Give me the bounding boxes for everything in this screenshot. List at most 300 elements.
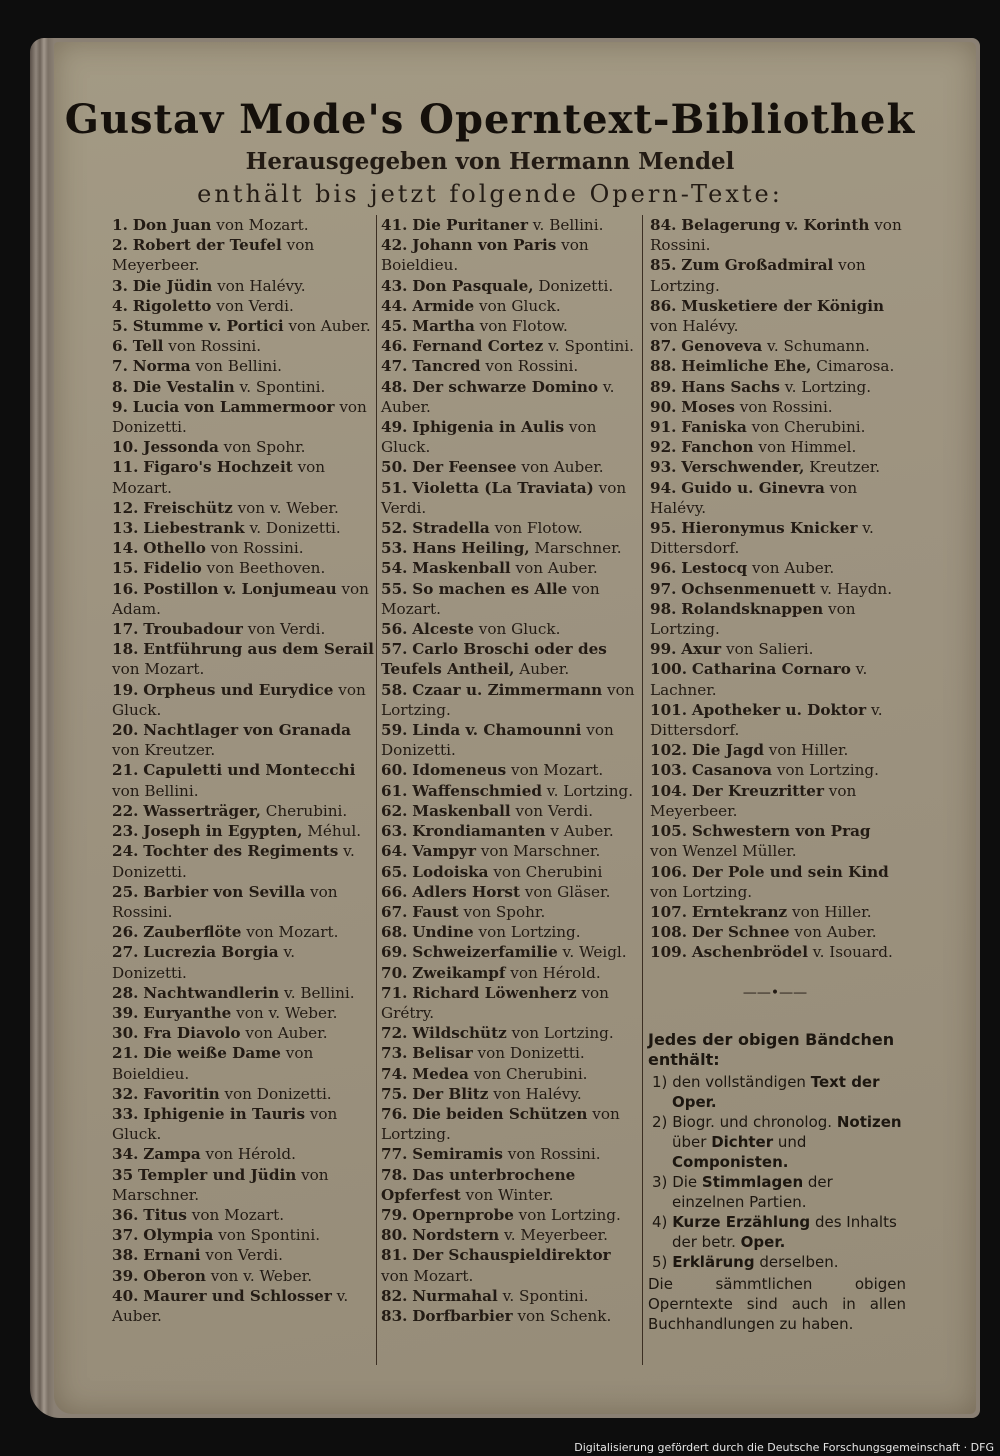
- opera-title: Axur: [681, 640, 722, 659]
- entry-number: 109.: [650, 943, 687, 962]
- composer: von Halévy.: [488, 1084, 582, 1103]
- opera-title: Lucrezia Borgia: [143, 943, 279, 962]
- composer: von Rossini.: [112, 882, 338, 921]
- opera-title: Waffenschmied: [412, 781, 542, 800]
- ornament-divider: ——•——: [742, 985, 808, 1001]
- entry-number: 11.: [112, 458, 139, 477]
- opera-entry: [650, 700, 902, 740]
- composer: von Schenk.: [512, 1306, 612, 1325]
- opera-entry: [112, 457, 374, 497]
- opera-title: Casanova: [691, 761, 772, 780]
- opera-entry: [381, 1064, 637, 1084]
- composer: v. Weigl.: [557, 943, 627, 962]
- entry-number: 45.: [381, 317, 408, 336]
- entry-number: 70.: [381, 963, 408, 982]
- opera-entry: [381, 1225, 637, 1245]
- opera-title: Zum Großadmiral: [681, 256, 834, 275]
- opera-entry: [381, 235, 637, 275]
- entry-number: 68.: [381, 923, 408, 942]
- entry-number: 36.: [112, 1205, 139, 1224]
- composer: von Mozart.: [211, 216, 309, 234]
- opera-title: Belisar: [412, 1044, 473, 1063]
- entry-number: 106.: [650, 862, 687, 881]
- entry-number: 108.: [650, 923, 687, 942]
- opera-entry: [650, 639, 902, 659]
- opera-entry: [112, 356, 374, 376]
- opera-title: Moses: [681, 397, 735, 416]
- opera-title: Dorfbarbier: [412, 1306, 513, 1325]
- item-number: 3): [652, 1173, 668, 1191]
- opera-entry: [381, 680, 637, 720]
- composer: von Kreutzer.: [112, 741, 216, 760]
- opera-entry: [381, 882, 637, 902]
- composer: von Spohr.: [218, 438, 306, 457]
- entry-number: 33.: [112, 1104, 139, 1123]
- opera-title: Barbier von Sevilla: [143, 882, 306, 901]
- entry-number: 24.: [112, 842, 139, 861]
- composer: Kreutzer.: [804, 458, 881, 477]
- opera-title: Fanchon: [681, 438, 754, 457]
- entry-number: 78.: [381, 1165, 408, 1184]
- entry-number: 53.: [381, 539, 408, 558]
- opera-title: Ernani: [143, 1246, 201, 1265]
- entry-number: 100.: [650, 660, 687, 679]
- composer: Cimarosa.: [811, 357, 895, 376]
- contents-notice: [648, 1030, 906, 1334]
- opera-title: Lucia von Lammermoor: [132, 397, 335, 416]
- composer: Méhul.: [302, 822, 362, 841]
- entry-number: 96.: [650, 559, 677, 578]
- column-divider: [642, 215, 643, 1365]
- composer: von Marschner.: [112, 1165, 329, 1204]
- entry-number: 71.: [381, 983, 408, 1002]
- opera-entry: [112, 1023, 374, 1043]
- composer: v. Isouard.: [807, 943, 893, 962]
- composer: von Hérold.: [505, 963, 601, 982]
- opera-title: Postillon v. Lonjumeau: [143, 579, 337, 598]
- composer: von Auber.: [510, 559, 598, 578]
- composer: v. Dittersdorf.: [650, 519, 874, 558]
- opera-title: Don Pasquale,: [412, 276, 534, 295]
- composer: von Gluck.: [381, 418, 597, 457]
- composer: von Boieldieu.: [112, 1044, 314, 1083]
- opera-entry: [650, 255, 902, 295]
- opera-entry: [112, 1043, 374, 1083]
- item-text: Text der Oper.: [672, 1073, 880, 1111]
- opera-title: Orpheus und Eurydice: [143, 680, 334, 699]
- entry-number: 105.: [650, 822, 687, 841]
- opera-entry: [650, 760, 902, 780]
- opera-entry: [381, 417, 637, 457]
- opera-title: Othello: [143, 539, 206, 558]
- opera-entry: [650, 599, 902, 639]
- entry-number: 48.: [381, 377, 408, 396]
- opera-title: Stumme v. Portici: [132, 317, 284, 336]
- item-number: 5): [652, 1253, 668, 1271]
- opera-entry: [381, 1205, 637, 1225]
- opera-title: Violetta (La Traviata): [412, 478, 594, 497]
- composer: von Halévy.: [212, 276, 306, 295]
- composer: von Auber.: [283, 317, 371, 336]
- opera-entry: [112, 1104, 374, 1144]
- opera-title: Freischütz: [143, 498, 233, 517]
- opera-title: Capuletti und Montecchi: [143, 761, 356, 780]
- item-text: Componisten.: [672, 1153, 789, 1171]
- composer: v. Lortzing.: [541, 781, 634, 800]
- opera-title: Entführung aus dem Serail: [143, 640, 374, 659]
- opera-entry: [650, 942, 902, 962]
- entry-number: 13.: [112, 519, 139, 538]
- composer: v. Lortzing.: [779, 377, 872, 396]
- entry-number: 104.: [650, 781, 687, 800]
- opera-entry: [112, 518, 374, 538]
- opera-title: Die Jagd: [691, 741, 764, 760]
- opera-title: Nurmahal: [412, 1286, 498, 1305]
- opera-title: Nordstern: [412, 1226, 500, 1245]
- composer: von Mozart.: [112, 458, 326, 497]
- entry-number: 85.: [650, 256, 677, 275]
- opera-title: Faust: [412, 902, 459, 921]
- opera-title: Erntekranz: [691, 902, 788, 921]
- composer: v. Auber.: [381, 377, 615, 416]
- opera-entry: [381, 1144, 637, 1164]
- composer: von Verdi.: [200, 1246, 283, 1265]
- entry-number: 17.: [112, 620, 139, 639]
- opera-entry: [381, 1245, 637, 1285]
- entry-number: 64.: [381, 842, 408, 861]
- entry-number: 57.: [381, 640, 408, 659]
- opera-title: Idomeneus: [412, 761, 507, 780]
- opera-entry: [381, 1306, 637, 1326]
- entry-number: 18.: [112, 640, 139, 659]
- opera-title: Die Jüdin: [132, 276, 213, 295]
- item-text: über: [672, 1133, 712, 1151]
- composer: von Mozart.: [506, 761, 604, 780]
- composer: von Lortzing.: [506, 1024, 614, 1043]
- opera-title: Rolandsknappen: [681, 599, 824, 618]
- opera-title: Krondiamanten: [412, 822, 546, 841]
- composer: von Gluck.: [473, 620, 561, 639]
- opera-entry: [650, 579, 902, 599]
- opera-entry: [381, 296, 637, 316]
- composer: von Cherubini.: [468, 1064, 588, 1083]
- entry-number: 98.: [650, 599, 677, 618]
- opera-entry: [650, 215, 902, 255]
- opera-title: Apotheker u. Doktor: [691, 700, 867, 719]
- opera-title: Linda v. Chamounni: [412, 721, 582, 740]
- entry-number: 27.: [112, 943, 139, 962]
- opera-entry: [112, 336, 374, 356]
- entry-number: 76.: [381, 1104, 408, 1123]
- opera-entry: [112, 538, 374, 558]
- opera-title: Opernprobe: [412, 1205, 514, 1224]
- composer: von Lortzing.: [772, 761, 879, 780]
- composer: von Boieldieu.: [381, 236, 589, 275]
- composer: von Auber.: [789, 923, 877, 942]
- entry-number: 83.: [381, 1306, 408, 1325]
- entry-number: 43.: [381, 276, 408, 295]
- opera-title: Vampyr: [412, 842, 477, 861]
- opera-entry: [650, 922, 902, 942]
- opera-title: Favoritin: [143, 1084, 220, 1103]
- opera-title: Tochter des Regiments: [143, 842, 339, 861]
- composer: von Bellini.: [190, 357, 282, 376]
- composer: von Salieri.: [721, 640, 814, 659]
- item-text: des Inhalts der betr.: [672, 1213, 897, 1251]
- entry-number: 99.: [650, 640, 677, 659]
- entry-number: 51.: [381, 478, 408, 497]
- opera-entry: [112, 983, 374, 1003]
- composer: von Gläser.: [520, 882, 611, 901]
- opera-entry: [381, 760, 637, 780]
- composer: von Donizetti.: [219, 1084, 332, 1103]
- composer: von Cherubini.: [746, 418, 866, 437]
- contents-heading: Jedes der obigen Bändchen enthält:: [648, 1030, 895, 1069]
- opera-entry: [381, 639, 637, 679]
- opera-title: Johann von Paris: [412, 236, 557, 255]
- page-title: Gustav Mode's Operntext-Bibliothek: [64, 96, 916, 143]
- composer: Donizetti.: [533, 276, 614, 295]
- opera-entry: [381, 215, 637, 235]
- opera-title: Liebestrank: [143, 519, 245, 538]
- entry-number: 58.: [381, 680, 408, 699]
- entry-number: 38.: [112, 1246, 139, 1265]
- opera-title: Schweizerfamilie: [412, 943, 558, 962]
- opera-title: Olympia: [143, 1226, 214, 1245]
- composer: Auber.: [514, 660, 570, 679]
- opera-title: Oberon: [143, 1266, 206, 1285]
- opera-entry: [112, 1245, 374, 1265]
- opera-title: Lestocq: [681, 559, 748, 578]
- opera-entry: [381, 478, 637, 518]
- entry-number: 61.: [381, 781, 408, 800]
- composer: von v. Weber.: [205, 1266, 313, 1285]
- entry-number: 66.: [381, 882, 408, 901]
- composer: von Lortzing.: [513, 1205, 621, 1224]
- composer: von Mozart.: [112, 660, 205, 679]
- opera-title: Semiramis: [412, 1145, 503, 1164]
- opera-title: Der Pole und sein Kind: [691, 862, 889, 881]
- entry-number: 60.: [381, 761, 408, 780]
- item-text: derselben.: [754, 1253, 839, 1271]
- opera-entry: [381, 841, 637, 861]
- opera-title: Richard Löwenherz: [412, 983, 577, 1002]
- item-number: 2): [652, 1113, 668, 1131]
- composer: von Rossini.: [205, 539, 304, 558]
- opera-entry: [650, 336, 902, 356]
- opera-entry: [112, 235, 374, 275]
- composer: von Mozart.: [186, 1205, 285, 1224]
- column-divider: [376, 215, 377, 1365]
- entry-number: 25.: [112, 882, 139, 901]
- entry-number: 39.: [112, 1003, 139, 1022]
- entry-number: 86.: [650, 296, 677, 315]
- opera-entry: [112, 942, 374, 982]
- entry-number: 54.: [381, 559, 408, 578]
- opera-entry: [381, 922, 637, 942]
- composer: v. Donizetti.: [112, 943, 296, 982]
- entry-number: 88.: [650, 357, 677, 376]
- composer: von Lortzing.: [473, 923, 581, 942]
- composer: von Gluck.: [112, 1104, 338, 1144]
- opera-title: Iphigenia in Aulis: [412, 418, 565, 437]
- opera-title: Die weiße Dame: [143, 1044, 281, 1063]
- composer: von Hérold.: [200, 1145, 296, 1164]
- opera-title: Armide: [412, 296, 475, 315]
- opera-entry: [650, 902, 902, 922]
- opera-title: Der schwarze Domino: [412, 377, 599, 396]
- entry-number: 14.: [112, 539, 139, 558]
- item-text: Dichter: [711, 1133, 774, 1151]
- opera-entry: [112, 922, 374, 942]
- composer: von Beethoven.: [201, 559, 326, 578]
- composer: von Lortzing.: [650, 599, 856, 639]
- composer: von Donizetti.: [472, 1044, 585, 1063]
- entry-number: 73.: [381, 1044, 408, 1063]
- opera-entry: [381, 1165, 637, 1205]
- opera-title: Troubadour: [143, 620, 243, 639]
- composer: v. Spontini.: [234, 377, 326, 396]
- entry-number: 37.: [112, 1226, 139, 1245]
- entry-number: 28.: [112, 983, 139, 1002]
- opera-entry: [112, 377, 374, 397]
- entry-number: 69.: [381, 943, 408, 962]
- opera-entry: [112, 276, 374, 296]
- opera-title: Lodoiska: [412, 862, 489, 881]
- opera-entry: [112, 558, 374, 578]
- composer: Cherubini.: [260, 801, 348, 820]
- composer: von Lortzing.: [381, 1104, 620, 1144]
- opera-entry: [650, 781, 902, 821]
- opera-title: Hans Heiling,: [412, 539, 530, 558]
- item-text: Notizen: [836, 1113, 902, 1131]
- entry-number: 15.: [112, 559, 139, 578]
- opera-title: Der Kreuzritter: [691, 781, 824, 800]
- item-text: Kurze Erzählung: [672, 1213, 811, 1231]
- entry-number: 97.: [650, 579, 677, 598]
- opera-entry: [112, 498, 374, 518]
- opera-entry: [650, 437, 902, 457]
- composer: von Verdi.: [510, 801, 594, 820]
- opera-title: Figaro's Hochzeit: [143, 458, 293, 477]
- entry-number: 72.: [381, 1024, 408, 1043]
- opera-entry: [112, 760, 374, 800]
- opera-title: Fernand Cortez: [412, 337, 544, 356]
- entry-number: 8.: [112, 377, 128, 396]
- composer: von Gluck.: [112, 680, 366, 719]
- entry-number: 80.: [381, 1226, 408, 1245]
- composer: von Lortzing.: [650, 256, 866, 295]
- opera-title: Medea: [412, 1064, 469, 1083]
- opera-entry: [381, 1286, 637, 1306]
- opera-entry: [112, 1225, 374, 1245]
- opera-title: Hieronymus Knicker: [681, 519, 858, 538]
- entry-number: 20.: [112, 721, 139, 740]
- contents-item: [648, 1172, 906, 1212]
- composer: von Verdi.: [211, 296, 294, 315]
- opera-entry: [381, 579, 637, 619]
- entry-number: 52.: [381, 519, 408, 538]
- opera-entry: [381, 336, 637, 356]
- opera-entry: [112, 579, 374, 619]
- opera-title: Wasserträger,: [143, 801, 261, 820]
- opera-title: Maurer und Schlosser: [143, 1286, 332, 1305]
- opera-title: Genoveva: [681, 337, 763, 356]
- opera-entry: [650, 457, 902, 477]
- contents-item: [648, 1212, 906, 1252]
- contents-item: [648, 1252, 906, 1272]
- opera-title: Die beiden Schützen: [412, 1104, 588, 1123]
- entry-number: 55.: [381, 579, 408, 598]
- opera-title: Zweikampf: [412, 963, 506, 982]
- opera-title: Das unterbrochene Opferfest: [381, 1165, 576, 1204]
- opera-entry: [112, 316, 374, 336]
- editor-line: Herausgegeben von Hermann Mendel: [245, 148, 735, 175]
- opera-entry: [650, 821, 902, 861]
- composer: von Flotow.: [474, 317, 568, 336]
- composer: von Donizetti.: [112, 397, 367, 437]
- composer: von Auber.: [240, 1024, 328, 1043]
- entry-number: 59.: [381, 721, 408, 740]
- opera-entry: [381, 781, 637, 801]
- entry-number: 77.: [381, 1145, 408, 1164]
- opera-title: Schwestern von Prag: [691, 822, 871, 841]
- opera-title: Undine: [412, 923, 474, 942]
- composer: von Cherubini: [488, 862, 603, 881]
- entry-number: 7.: [112, 357, 128, 376]
- entry-number: 40.: [112, 1286, 139, 1305]
- opera-title: Nachtwandlerin: [143, 983, 280, 1002]
- entry-number: 65.: [381, 862, 408, 881]
- opera-title: Alceste: [412, 620, 474, 639]
- item-text: Oper.: [740, 1233, 786, 1251]
- composer: von v. Weber.: [231, 1003, 338, 1022]
- opera-title: Norma: [132, 357, 191, 376]
- entry-number: 90.: [650, 397, 677, 416]
- contents-item: [648, 1112, 906, 1172]
- contents-items: [648, 1072, 906, 1272]
- opera-title: Stradella: [412, 519, 490, 538]
- entry-number: 81.: [381, 1246, 408, 1265]
- item-text: den vollständigen: [672, 1073, 811, 1091]
- opera-entry: [381, 902, 637, 922]
- opera-title: Guido u. Ginevra: [681, 478, 825, 497]
- composer: von Grétry.: [381, 983, 609, 1022]
- composer: v. Bellini.: [279, 983, 355, 1002]
- opera-title: Heimliche Ehe,: [681, 357, 812, 376]
- entry-number: 41.: [381, 216, 408, 234]
- entry-number: 56.: [381, 620, 408, 639]
- entry-number: 101.: [650, 700, 687, 719]
- entry-number: 5.: [112, 317, 128, 336]
- entry-number: 1.: [112, 216, 128, 234]
- composer: von Hiller.: [763, 741, 849, 760]
- opera-entry: [381, 942, 637, 962]
- composer: von Flotow.: [489, 519, 583, 538]
- opera-entry: [381, 1084, 637, 1104]
- opera-entry: [112, 801, 374, 821]
- entry-number: 63.: [381, 822, 408, 841]
- opera-entry: [112, 1165, 374, 1205]
- composer: v. Lachner.: [650, 660, 868, 699]
- opera-title: Belagerung v. Korinth: [681, 216, 870, 234]
- opera-entry: [650, 397, 902, 417]
- opera-entry: [381, 983, 637, 1023]
- composer: von Bellini.: [112, 781, 199, 800]
- entry-number: 21.: [112, 1044, 139, 1063]
- item-number: 1): [652, 1073, 668, 1091]
- entry-number: 92.: [650, 438, 677, 457]
